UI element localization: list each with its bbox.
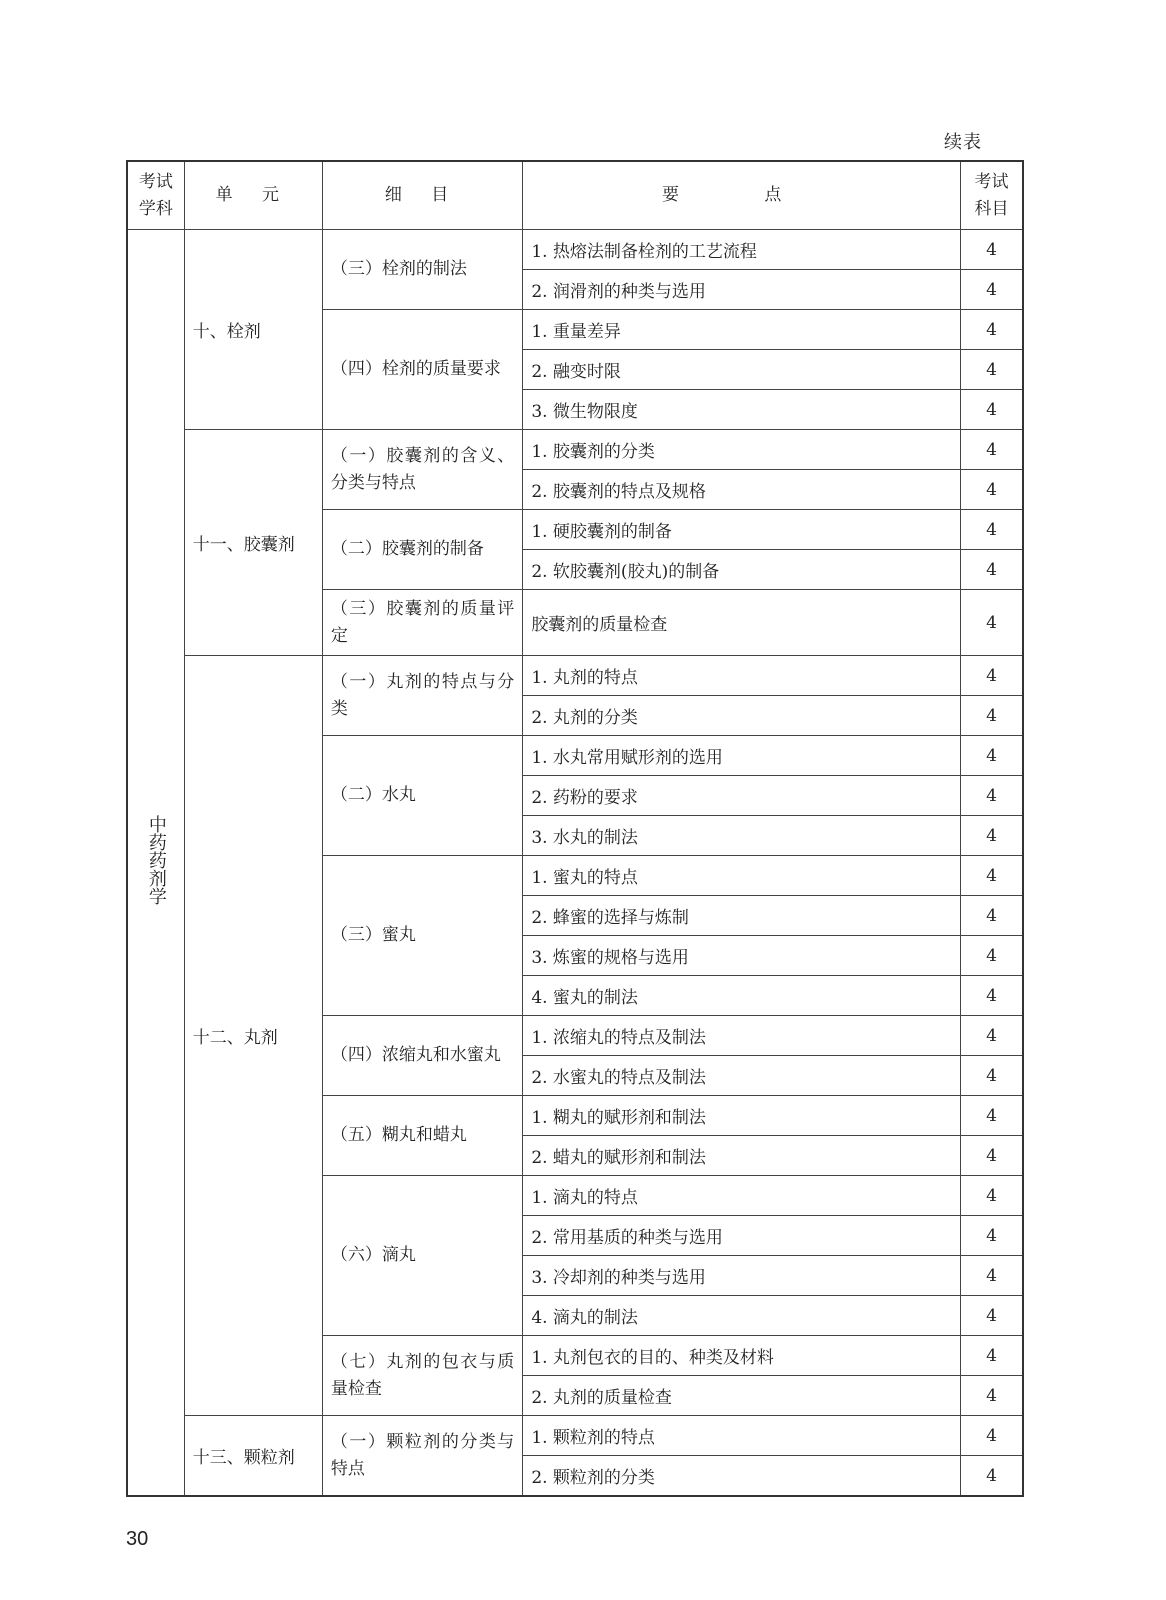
point-cell: 2. 药粉的要求 — [523, 776, 961, 816]
score-cell: 4 — [961, 390, 1023, 430]
point-cell: 1. 硬胶囊剂的制备 — [523, 510, 961, 550]
score-cell: 4 — [961, 550, 1023, 590]
score-cell: 4 — [961, 1256, 1023, 1296]
detail-cell: （二）胶囊剂的制备 — [322, 510, 522, 590]
score-cell: 4 — [961, 1056, 1023, 1096]
score-cell: 4 — [961, 1096, 1023, 1136]
score-cell: 4 — [961, 1456, 1023, 1497]
point-cell: 4. 蜜丸的制法 — [523, 976, 961, 1016]
point-cell: 1. 胶囊剂的分类 — [523, 430, 961, 470]
score-cell: 4 — [961, 1416, 1023, 1456]
header-points: 要 点 — [523, 161, 961, 230]
point-cell: 3. 微生物限度 — [523, 390, 961, 430]
unit-cell: 十三、颗粒剂 — [184, 1416, 322, 1497]
point-cell: 2. 丸剂的质量检查 — [523, 1376, 961, 1416]
point-cell: 2. 融变时限 — [523, 350, 961, 390]
score-cell: 4 — [961, 350, 1023, 390]
detail-cell: （三）蜜丸 — [322, 856, 522, 1016]
point-cell: 1. 蜜丸的特点 — [523, 856, 961, 896]
subject-cell — [127, 230, 184, 1497]
page-number: 30 — [126, 1528, 149, 1550]
point-cell: 2. 颗粒剂的分类 — [523, 1456, 961, 1497]
point-cell: 2. 蜂蜜的选择与炼制 — [523, 896, 961, 936]
detail-cell: （三）栓剂的制法 — [322, 230, 522, 310]
table-row — [127, 1416, 1023, 1456]
score-cell: 4 — [961, 1296, 1023, 1336]
score-cell: 4 — [961, 1216, 1023, 1256]
score-cell: 4 — [961, 470, 1023, 510]
score-cell: 4 — [961, 656, 1023, 696]
score-cell: 4 — [961, 1336, 1023, 1376]
point-cell: 2. 胶囊剂的特点及规格 — [523, 470, 961, 510]
score-cell: 4 — [961, 1136, 1023, 1176]
score-cell: 4 — [961, 590, 1023, 656]
table-row — [127, 656, 1023, 696]
point-cell: 3. 炼蜜的规格与选用 — [523, 936, 961, 976]
point-cell: 2. 常用基质的种类与选用 — [523, 1216, 961, 1256]
score-cell: 4 — [961, 270, 1023, 310]
detail-cell: （四）栓剂的质量要求 — [322, 310, 522, 430]
unit-cell: 十一、胶囊剂 — [184, 430, 322, 656]
point-cell: 胶囊剂的质量检查 — [523, 590, 961, 656]
point-cell: 2. 水蜜丸的特点及制法 — [523, 1056, 961, 1096]
header-row — [127, 161, 1023, 230]
point-cell: 3. 冷却剂的种类与选用 — [523, 1256, 961, 1296]
point-cell: 3. 水丸的制法 — [523, 816, 961, 856]
point-cell: 1. 浓缩丸的特点及制法 — [523, 1016, 961, 1056]
score-cell: 4 — [961, 896, 1023, 936]
score-cell: 4 — [961, 230, 1023, 270]
point-cell: 1. 颗粒剂的特点 — [523, 1416, 961, 1456]
score-cell: 4 — [961, 430, 1023, 470]
detail-cell: （六）滴丸 — [322, 1176, 522, 1336]
detail-cell: （一）丸剂的特点与分类 — [322, 656, 522, 736]
detail-cell: （一）胶囊剂的含义、分类与特点 — [322, 430, 522, 510]
score-cell: 4 — [961, 776, 1023, 816]
point-cell: 1. 重量差异 — [523, 310, 961, 350]
score-cell: 4 — [961, 936, 1023, 976]
detail-cell: （四）浓缩丸和水蜜丸 — [322, 1016, 522, 1096]
score-cell: 4 — [961, 1376, 1023, 1416]
header-exam: 考试科目 — [961, 161, 1023, 230]
score-cell: 4 — [961, 696, 1023, 736]
subject-label: 中药药剂学 — [145, 815, 167, 905]
point-cell: 2. 软胶囊剂(胶丸)的制备 — [523, 550, 961, 590]
point-cell: 1. 热熔法制备栓剂的工艺流程 — [523, 230, 961, 270]
point-cell: 2. 润滑剂的种类与选用 — [523, 270, 961, 310]
point-cell: 1. 水丸常用赋形剂的选用 — [523, 736, 961, 776]
point-cell: 1. 丸剂的特点 — [523, 656, 961, 696]
point-cell: 1. 糊丸的赋形剂和制法 — [523, 1096, 961, 1136]
detail-cell: （一）颗粒剂的分类与特点 — [322, 1416, 522, 1497]
score-cell: 4 — [961, 1016, 1023, 1056]
header-detail: 细 目 — [322, 161, 522, 230]
point-cell: 1. 滴丸的特点 — [523, 1176, 961, 1216]
detail-cell: （七）丸剂的包衣与质量检查 — [322, 1336, 522, 1416]
score-cell: 4 — [961, 310, 1023, 350]
point-cell: 2. 蜡丸的赋形剂和制法 — [523, 1136, 961, 1176]
point-cell: 2. 丸剂的分类 — [523, 696, 961, 736]
detail-cell: （五）糊丸和蜡丸 — [322, 1096, 522, 1176]
unit-cell: 十、栓剂 — [184, 230, 322, 430]
score-cell: 4 — [961, 816, 1023, 856]
table-caption: 续表 — [944, 132, 982, 153]
header-subject: 考试学科 — [127, 161, 184, 230]
table-row — [127, 430, 1023, 470]
header-unit: 单 元 — [184, 161, 322, 230]
point-cell: 1. 丸剂包衣的目的、种类及材料 — [523, 1336, 961, 1376]
syllabus-table — [126, 160, 1024, 1497]
score-cell: 4 — [961, 976, 1023, 1016]
score-cell: 4 — [961, 510, 1023, 550]
point-cell: 4. 滴丸的制法 — [523, 1296, 961, 1336]
score-cell: 4 — [961, 736, 1023, 776]
score-cell: 4 — [961, 1176, 1023, 1216]
unit-cell: 十二、丸剂 — [184, 656, 322, 1416]
table-row — [127, 230, 1023, 270]
detail-cell: （二）水丸 — [322, 736, 522, 856]
score-cell: 4 — [961, 856, 1023, 896]
detail-cell: （三）胶囊剂的质量评定 — [322, 590, 522, 656]
